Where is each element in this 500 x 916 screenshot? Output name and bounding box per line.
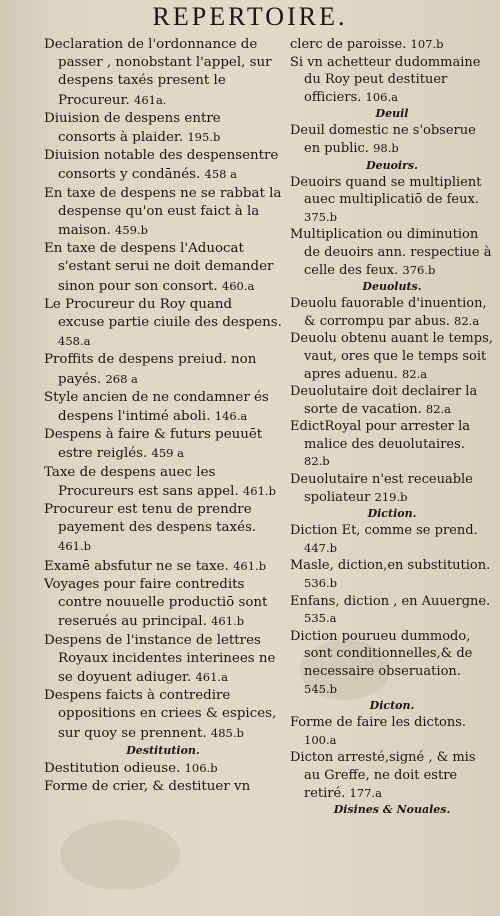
entry-text: Despens de l'instance de lettres Royaux incidentes interinees ne se doyuent adiuger. (44, 632, 276, 685)
page-reference: 447.b (304, 540, 337, 555)
page-reference: 535.a (304, 611, 337, 626)
left-column (44, 36, 282, 796)
index-entry (44, 632, 282, 688)
index-entry (44, 778, 282, 796)
entry-text: Deuolu obtenu auant le temps, vaut, ores que le temps soit apres aduenu. (290, 331, 493, 382)
page-reference: 82.a (425, 401, 452, 416)
page-reference: 461a. (134, 92, 167, 107)
entry-text: Declaration de l'ordonnance de passer , nonobstant l'appel, sur despens taxés present le Procureur. (44, 37, 272, 108)
page-reference: 106.b (184, 760, 218, 775)
entry-text: Deuoirs quand se multiplient auec multiplicatiō de feux. (290, 174, 482, 208)
entry-text: Le Procureur du Roy quand excuse partie ciuile des despens. (44, 296, 282, 331)
index-entry (290, 749, 494, 802)
entry-text: Taxe de despens auec les Procureurs est sans appel. (44, 464, 239, 499)
page-reference: 219.b (374, 489, 408, 504)
index-entry (290, 295, 494, 330)
page-reference: 177.a (349, 785, 382, 800)
page-reference: 458 a (204, 167, 238, 182)
entry-text: Procureur est tenu de prendre payement des despens taxés. (44, 502, 257, 536)
index-entry (44, 351, 282, 388)
index-entry (290, 330, 494, 383)
index-entry (290, 628, 494, 698)
page-reference: 459 a (151, 446, 185, 461)
entry-text: Voyages pour faire contredits contre nouuelle productiō sont reserués au principal. (44, 576, 268, 630)
entry-text: Diuision de despens entre consorts à plaider. (44, 110, 221, 146)
index-entry (290, 174, 494, 227)
index-entry (290, 226, 494, 279)
entry-text: En taxe de despens l'Aduocat s'estant serui ne doit demander sinon pour son consort. (44, 241, 274, 294)
paper-stain (60, 820, 180, 890)
page-reference: 82.a (401, 366, 428, 381)
page-reference: 485.b (210, 725, 244, 740)
page-reference: 82.b (304, 454, 330, 469)
index-entry (44, 759, 282, 778)
index-entry (290, 471, 494, 506)
index-entry (44, 147, 282, 184)
page-reference: 458.a (58, 334, 91, 349)
page-reference: 146.a (214, 409, 248, 424)
index-entry (44, 389, 282, 426)
page-reference: 106.a (365, 89, 398, 104)
entry-text: Deuil domestic ne s'obserue en public. (290, 123, 476, 156)
section-heading: Deuil (375, 107, 409, 121)
index-entry (44, 426, 282, 463)
right-column (290, 36, 494, 818)
section-heading: Deuoirs. (366, 158, 418, 172)
entry-text: Proffits de despens preiud. non payés. (44, 352, 257, 387)
entry-text: Destitution odieuse. (44, 760, 181, 776)
entry-text: Diction pourueu dummodo, sont conditionnelles,& de necessaire obseruation. (290, 628, 473, 679)
index-entry (44, 240, 282, 296)
entry-text: Masle, diction,en substitution. (290, 558, 491, 574)
page-reference: 107.b (410, 37, 444, 51)
index-entry (44, 296, 282, 352)
page-reference: 100.a (304, 732, 337, 747)
section-heading: Destitution. (126, 743, 200, 757)
entry-text: Forme de faire les dictons. (290, 715, 467, 731)
page-reference: 375.b (304, 209, 337, 224)
page-reference: 461.b (58, 539, 91, 554)
section-heading: Diction. (367, 507, 417, 521)
index-entry (290, 418, 494, 471)
entry-text: Forme de crier, & destituer vn (44, 778, 251, 794)
entry-text: clerc de paroisse. (290, 37, 407, 52)
index-entry (44, 36, 282, 110)
index-entry (290, 593, 494, 628)
section-heading: Deuoluts. (362, 280, 422, 294)
page-reference: 459.b (115, 223, 149, 238)
page-reference: 461.b (211, 614, 245, 629)
index-entry (290, 383, 494, 418)
index-entry (290, 557, 494, 592)
entry-text: Examē absfutur ne se taxe. (44, 558, 229, 574)
index-entry (44, 501, 282, 557)
index-entry (290, 54, 494, 107)
index-entry (290, 122, 494, 157)
entry-text: En taxe de despens ne se rabbat la despense qu'on eust faict à la maison. (44, 185, 282, 239)
page-reference: 461.b (233, 558, 267, 573)
entry-text: Multiplication ou diminution de deuoirs ann. respectiue à celle des feux. (290, 227, 492, 278)
entry-text: EdictRoyal pour arrester la malice des deuolutaires. (290, 419, 471, 452)
entry-text: Deuolutaire doit declairer la sorte de vacation. (290, 384, 478, 417)
index-entry (44, 576, 282, 632)
running-header: REPERTOIRE. (152, 2, 348, 31)
page-reference: 195.b (187, 130, 221, 145)
page-reference: 461.a (195, 669, 228, 684)
page-reference: 82.a (454, 313, 480, 328)
entry-text: Dicton arresté,signé , & mis au Greffe, ne doit estre retiré. (290, 750, 476, 801)
entry-text: Deuolu fauorable d'inuention, & corrompu par abus. (290, 296, 487, 329)
index-entry (290, 714, 494, 749)
entry-text: Deuolutaire n'est receuable spoliateur (290, 472, 473, 505)
page-reference: 536.b (304, 576, 337, 591)
index-entry (44, 687, 282, 743)
page-reference: 268 a (105, 371, 138, 386)
index-entry (290, 522, 494, 557)
page-reference: 461.b (242, 483, 276, 498)
index-entry (290, 36, 494, 54)
entry-text: Despens faicts à contredire oppositions en criees & espices, sur quoy se prennent. (44, 688, 277, 741)
index-entry (44, 110, 282, 147)
page-reference: 98.b (373, 140, 399, 155)
entry-text: Diuision notable des despensentre consorts y condānés. (44, 148, 279, 183)
section-heading: Disines & Nouales. (333, 803, 451, 817)
page-reference: 376.b (402, 262, 436, 277)
index-entry (44, 464, 282, 501)
index-entry (44, 557, 282, 576)
entry-text: Diction Et, comme se prend. (290, 523, 478, 539)
page-reference: 545.b (304, 681, 337, 696)
entry-text: Despens à faire & futurs peuuēt estre reiglés. (44, 427, 263, 462)
page-reference: 460.a (221, 278, 255, 293)
entry-text: Enfans, diction , en Auuergne. (290, 593, 491, 609)
section-heading: Dicton. (369, 699, 415, 713)
index-entry (44, 185, 282, 241)
entry-text: Si vn achetteur dudommaine du Roy peut destituer officiers. (290, 54, 481, 105)
entry-text: Style ancien de ne condamner és despens l'intimé aboli. (44, 389, 269, 425)
